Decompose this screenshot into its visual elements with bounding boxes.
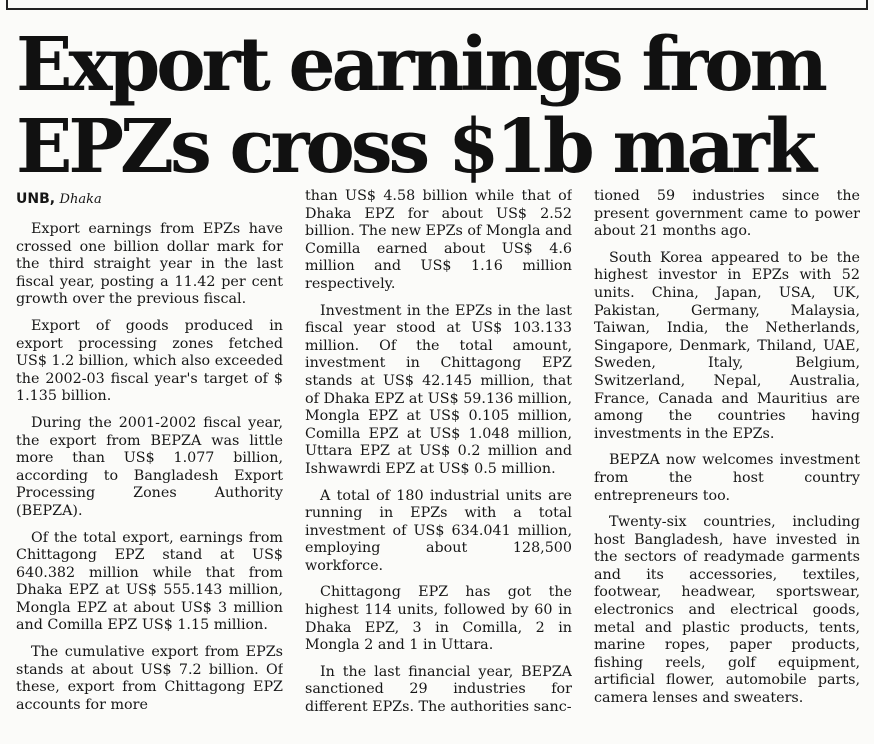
article-column-1 xyxy=(16,188,283,744)
paragraph: BEPZA now welcomes investment from the host country entrepreneurs too. xyxy=(594,452,860,504)
paragraph-continued: tioned 59 industries since the present government came to power about 21 months ago. xyxy=(594,188,860,240)
headline: Export earnings from EPZs cross $1b mark xyxy=(16,22,824,190)
article-column-3 xyxy=(594,188,860,744)
paragraph: Of the total export, earnings from Chittagong EPZ stand at US$ 640.382 million while that from Dhaka EPZ at US$ 555.143 million, Mongla EPZ at about US$ 3 million and Comilla EPZ US$ 1.15 million. xyxy=(16,529,283,634)
paragraph: Investment in the EPZs in the last fiscal year stood at US$ 103.133 million. Of the total amount, investment in Chittagong EPZ stands at US$ 42.145 million, that of Dhaka EPZ at US$ 59.136 million, Mongla EPZ at US$ 0.105 million, Comilla EPZ at US$ 1.048 million, Uttara EPZ at US$ 0.2 million and Ishwawrdi EPZ at US$ 0.5 million. xyxy=(305,302,572,477)
paragraph: Chittagong EPZ has got the highest 114 units, followed by 60 in Dhaka EPZ, 3 in Comilla, 2 in Mongla 2 and 1 in Uttara. xyxy=(305,584,572,654)
paragraph: Twenty-six countries, including host Bangladesh, have invested in the sectors of readymade garments and its accessories, textiles, footwear, headwear, sportswear, electronics and electrical goods, metal and plastic products, tents, marine ropes, paper products, fishing reels, golf equipment, artificial flower, automobile parts, camera lenses and sweaters. xyxy=(594,514,860,707)
paragraph: Export earnings from EPZs have crossed one billion dollar mark for the third straight year in the last fiscal year, posting a 11.42 per cent growth over the previous fiscal. xyxy=(16,221,283,308)
paragraph: The cumulative export from EPZs stands at about US$ 7.2 billion. Of these, export from Chittagong EPZ accounts for more xyxy=(16,644,283,713)
byline-agency: UNB, xyxy=(16,191,56,207)
paragraph: A total of 180 industrial units are running in EPZs with a total investment of US$ 634.041 million, employing about 128,500 workforce. xyxy=(305,487,572,574)
paragraph: South Korea appeared to be the highest investor in EPZs with 52 units. China, Japan, USA, UK, Pakistan, Germany, Malaysia, Taiwan, India, the Netherlands, Singapore, Denmark, Thiland, UAE, Sweden, Italy, Belgium, Switzerland, Nepal, Australia, France, Canada and Mauritius are among the countries having investments in the EPZs. xyxy=(594,249,860,442)
top-rule xyxy=(6,8,868,10)
article-column-2 xyxy=(305,188,572,744)
byline xyxy=(16,190,283,209)
paragraph-continued: than US$ 4.58 billion while that of Dhaka EPZ for about US$ 2.52 billion. The new EPZs of Mongla and Comilla earned about US$ 4.6 million and US$ 1.16 million respectively. xyxy=(305,188,572,292)
byline-place: Dhaka xyxy=(59,192,102,207)
paragraph: In the last financial year, BEPZA sanctioned 29 industries for different EPZs. The authorities sanc- xyxy=(305,663,572,716)
paragraph: Export of goods produced in export processing zones fetched US$ 1.2 billion, which also exceeded the 2002-03 fiscal year's target of $ 1.135 billion. xyxy=(16,317,283,405)
paragraph: During the 2001-2002 fiscal year, the export from BEPZA was little more than US$ 1.077 billion, according to Bangladesh Export Processing Zones Authority (BEPZA). xyxy=(16,414,283,519)
